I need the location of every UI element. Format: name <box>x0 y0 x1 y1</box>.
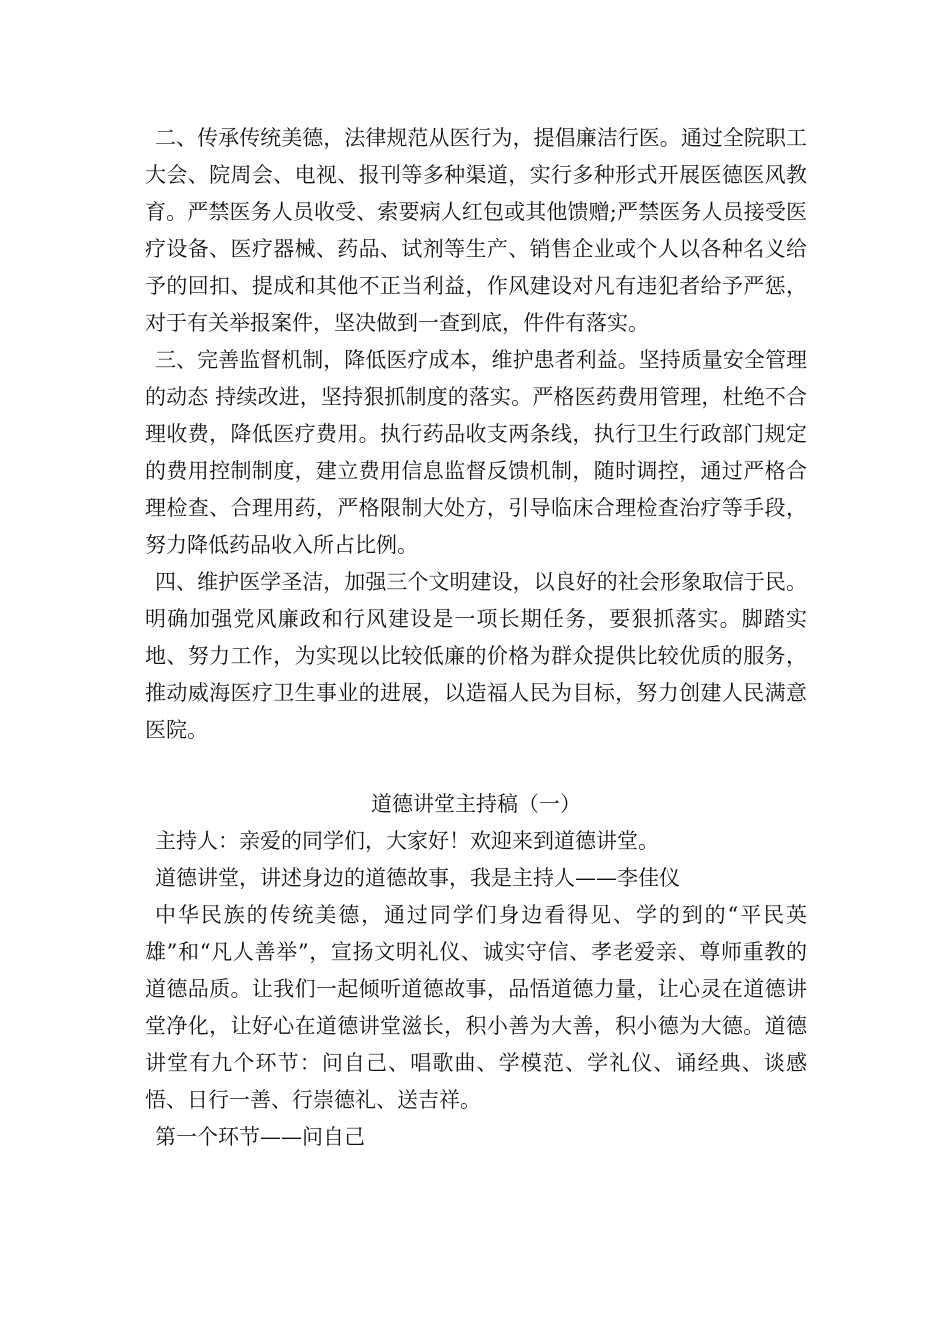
paragraph-section-three: 三、完善监督机制，降低医疗成本，维护患者利益。坚持质量安全管理的动态 持续改进，坚持狠抓制度的落实。严格医药费用管理，杜绝不合理收费，降低医疗费用。执行药品收支两条线，执行卫生行政部门规定的费用控制制度，建立费用信息监督反馈机制，随时调控，通过严格合理检查、合理用药，严格限制大处方，引导临床合理检查治疗等手段，努力降低药品收入所占比例。 <box>145 348 807 557</box>
section-title: 道德讲堂主持稿（一） <box>371 792 581 816</box>
paragraph-first-segment: 第一个环节——问自己 <box>155 1125 365 1149</box>
document-page <box>145 120 807 1156</box>
blank-line <box>145 749 807 786</box>
paragraph-section-four: 四、维护医学圣洁，加强三个文明建设，以良好的社会形象取信于民。明确加强党风廉政和行风建设是一项长期任务，要狠抓落实。脚踏实地、努力工作，为实现以比较低廉的价格为群众提供比较优质的服务，推动威海医疗卫生事业的进展，以造福人民为目标，努力创建人民满意医院。 <box>145 570 807 742</box>
paragraph-section-two: 二、传承传统美德，法律规范从医行为，提倡廉洁行医。通过全院职工大会、院周会、电视、报刊等多种渠道，实行多种形式开展医德医风教育。严禁医务人员收受、索要病人红包或其他馈赠;严禁医务人员接受医疗设备、医疗器械、药品、试剂等生产、销售企业或个人以各种名义给予的回扣、提成和其他不正当利益，作风建设对凡有违犯者给予严惩，对于有关举报案件，坚决做到一查到底，件件有落实。 <box>145 126 807 335</box>
paragraph-host-intro: 道德讲堂，讲述身边的道德故事，我是主持人——李佳仪 <box>155 866 680 890</box>
paragraph-host-greeting: 主持人：亲爱的同学们，大家好！欢迎来到道德讲堂。 <box>155 829 659 853</box>
paragraph-moral-virtues: 中华民族的传统美德，通过同学们身边看得见、学的到的“平民英雄”和“凡人善举”，宣扬文明礼仪、诚实守信、孝老爱亲、尊师重教的道德品质。让我们一起倾听道德故事，品悟道德力量，让心灵在道德讲堂净化，让好心在道德讲堂滋长，积小善为大善，积小德为大德。道德讲堂有九个环节：问自己、唱歌曲、学模范、学礼仪、诵经典、谈感悟、日行一善、行崇德礼、送吉祥。 <box>145 903 807 1112</box>
